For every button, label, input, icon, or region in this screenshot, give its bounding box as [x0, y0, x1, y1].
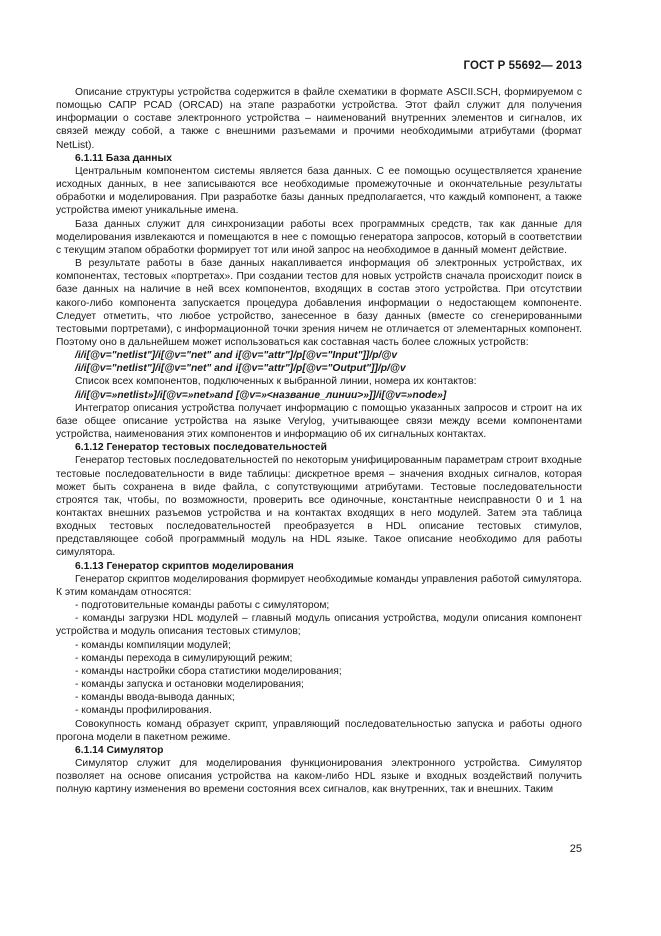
list-item: - команды профилирования.: [75, 705, 212, 717]
query-output-line: /i/i[@v="netlist"]/i[@v="net" and i[@v="attr"]/p[@v="Output"]]/p/@v: [75, 363, 406, 375]
query-node-line: /i/i[@v=»netlist»]/i[@v=»net»and [@v=»<название_линии>»]]/i[@v=»node»]: [75, 389, 447, 401]
document-header: ГОСТ Р 55692— 2013: [463, 60, 582, 72]
list-item: - команды запуска и остановки моделирования;: [75, 679, 304, 691]
list-item: - команды ввода-вывода данных;: [75, 692, 235, 704]
list-item: - команды загрузки HDL модулей – главный модуль описания устройства, модули описания компонент устройства и модуль описания тестовых стимулов;: [56, 613, 582, 638]
section-heading-6-1-14: 6.1.14 Симулятор: [75, 744, 164, 756]
list-item: - подготовительные команды работы с симулятором;: [75, 600, 330, 612]
paragraph-database-central: Центральным компонентом системы является база данных. С ее помощью осуществляется хранение исходных данных, в нее записываются все необходимые промежуточные и окончательные результаты обработки и моделирования. При разработке базы данных предполагается, что каждый компонент, а также устройства имеют уникальные имена.: [56, 165, 582, 217]
paragraph-script-summary: Совокупность команд образует скрипт, управляющий последовательностью запуска и работы одного прогона модели в пакетном режиме.: [56, 718, 582, 743]
page-number: 25: [569, 843, 582, 855]
paragraph-integrator: Интегратор описания устройства получает информацию с помощью указанных запросов и строит на их базе общее описание устройства на языке Verylog, учитывающее связи между всеми компонентами устройства, наименования этих компонентов и информацию об их сигнальных контактах.: [56, 402, 582, 441]
paragraph-test-generator: Генератор тестовых последовательностей по некоторым унифицированным параметрам строит входные тестовые последовательности в виде таблицы: дискретное время – значения входных сигналов, которая может быть сохранена в виде файла, с сопутствующими атрибутами. Тестовые последовательности строятся так, чтобы, по возможности, проверить все одиночные, константные неисправности 0 и 1 на контактах внешних разъемов устройства и на контактах входящих в него модулей. Затем эта таблица входных тестовых последовательностей преобразуется в HDL описание тестовых стимулов, представляющее собой программный модуль на HDL языке. Такое описание необходимо для работы симулятора.: [56, 455, 582, 559]
section-heading-6-1-12: 6.1.12 Генератор тестовых последовательностей: [75, 442, 327, 454]
list-item: - команды настройки сбора статистики моделирования;: [75, 665, 342, 677]
paragraph-structure-description: Описание структуры устройства содержится в файле схематики в формате ASCII.SCH, формируемом с помощью САПР PCAD (ORCAD) на этапе разработки устройства. Этот файл служит для получения информации о составе электронного устройства – наименований внутренних элементов и сигналов, их связей между собой, а также с внешними разъемами и прочими необходимыми атрибутами (формат NetList).: [56, 87, 582, 151]
list-item: - команды компиляции модулей;: [75, 639, 231, 651]
list-item: - команды перехода в симулирующий режим;: [75, 652, 293, 664]
query-input-line: /i/i[@v="netlist"]/i[@v="net" and i[@v="attr"]/p[@v="Input"]]/p/@v: [75, 350, 398, 362]
paragraph-database-accumulation: В результате работы в базе данных накапливается информация об электронных устройствах, их компонентах, тестовых «портретах». При создании тестов для новых устройств сначала происходит поиск в базе данных на наличие в ней всех компонентов, входящих в состав этого устройства. При отсутствии какого-либо компонента запускается процедура добавления информации о недостающем компоненте. Следует отметить, что любое устройство, занесенное в базу данных (вместе со сгенерированными тестовыми портретами), с информационной точки зрения ничем не отличается от элементарных компонент. Поэтому оно в дальнейшем может использоваться как составная часть более сложных устройств:: [56, 258, 582, 348]
paragraph-script-generator: Генератор скриптов моделирования формирует необходимые команды управления работой симулятора. К этим командам относятся:: [56, 573, 582, 598]
paragraph-components-list: Список всех компонентов, подключенных к выбранной линии, номера их контактов:: [75, 376, 477, 388]
document-body: [56, 86, 582, 796]
section-heading-6-1-11: 6.1.11 База данных: [75, 152, 172, 164]
section-heading-6-1-13: 6.1.13 Генератор скриптов моделирования: [75, 560, 294, 572]
paragraph-simulator: Симулятор служит для моделирования функционирования электронного устройства. Симулятор позволяет на основе описания устройства на каком-либо HDL языке и входных воздействий получить полную картину изменения во времени состояния всех сигналов, как внутренних, так и внешних. Таким: [56, 757, 582, 796]
paragraph-database-sync: База данных служит для синхронизации работы всех программных средств, так как данные для моделирования извлекаются и помещаются в нее с помощью генератора запросов, который в соответствии с текущим этапом обработки формирует тот или иной запрос на необходимое в данный момент действие.: [56, 218, 582, 256]
